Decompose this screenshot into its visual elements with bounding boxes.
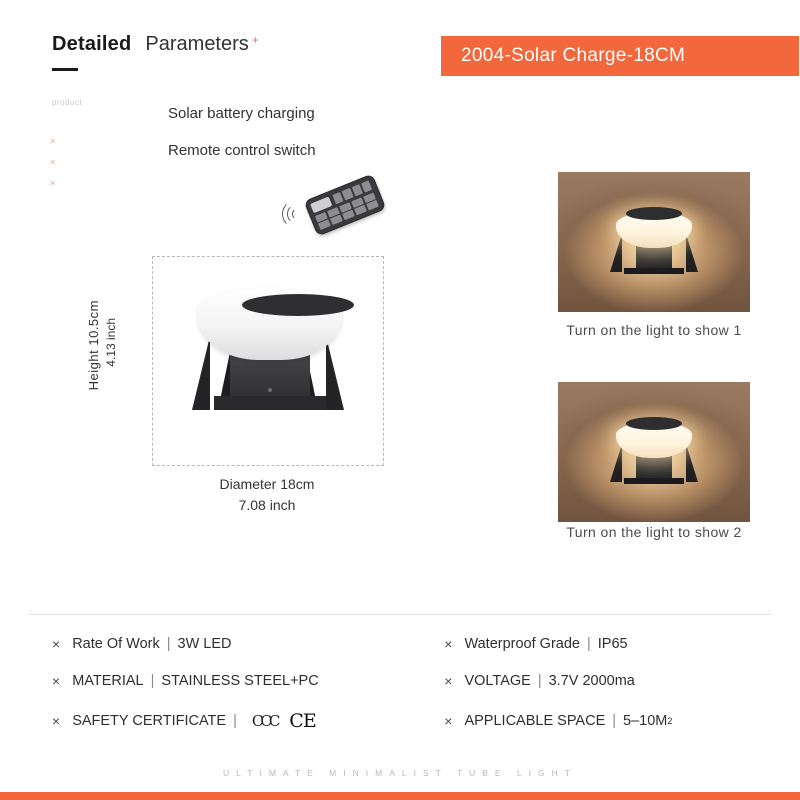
- spec-bullet-icon: ×: [52, 713, 61, 729]
- spec-separator: |: [612, 713, 617, 729]
- spec-voltage: [444, 673, 772, 689]
- page-title: [52, 33, 259, 56]
- spec-safety-certificate: [52, 710, 444, 732]
- photo-lamp-leg-left-2: [610, 444, 622, 482]
- decorative-x-mark-2: ×: [50, 157, 56, 167]
- decorative-x-mark-3: ×: [50, 178, 56, 188]
- spec-value-superscript: 2: [667, 716, 673, 726]
- photo-lamp-leg-left-1: [610, 234, 622, 272]
- spec-bullet-icon: ×: [52, 636, 61, 652]
- footer-accent-bar: [0, 792, 800, 800]
- spec-separator: |: [233, 713, 237, 729]
- spec-value: 3.7V 2000ma: [548, 673, 635, 689]
- product-photo-2: [558, 382, 750, 522]
- lamp-base: [214, 396, 326, 410]
- feature-text-2: Remote control switch: [168, 142, 316, 159]
- feature-text-1: Solar battery charging: [168, 105, 315, 122]
- spec-table: [52, 636, 772, 753]
- spec-value: STAINLESS STEEL+PC: [161, 673, 319, 689]
- spec-rate-of-work: [52, 636, 444, 652]
- spec-waterproof-grade: [444, 636, 772, 652]
- spec-row: [52, 636, 772, 652]
- spec-divider: [28, 614, 772, 615]
- spec-bullet-icon: ×: [444, 636, 453, 652]
- page-title-main: Detailed: [52, 33, 132, 56]
- lamp-product-illustration: [170, 278, 370, 440]
- page-title-sub: Parameters: [145, 33, 249, 56]
- spec-bullet-icon: ×: [444, 713, 453, 729]
- photo-lamp-leg-right-2: [686, 444, 698, 482]
- page-title-plus: +: [251, 33, 259, 47]
- dimension-height-inch-label: 4.13 inch: [104, 318, 118, 367]
- title-underline: [52, 68, 78, 71]
- spec-label: MATERIAL: [72, 673, 144, 689]
- product-tag: product: [52, 98, 83, 107]
- lamp-leg-outer-right: [326, 336, 344, 410]
- dimension-diameter-block: [152, 474, 382, 516]
- remote-body: [304, 174, 387, 237]
- spec-applicable-space: [444, 710, 772, 732]
- photo-lamp-panel-2: [626, 417, 682, 430]
- spec-row: [52, 673, 772, 689]
- spec-value: 5–10M: [623, 713, 668, 729]
- spec-label: VOLTAGE: [464, 673, 531, 689]
- product-photo-caption-1: Turn on the light to show 1: [566, 322, 742, 338]
- lamp-leg-outer-left: [192, 336, 210, 410]
- spec-material: [52, 673, 444, 689]
- dimension-diameter-inch-label: 7.08 inch: [238, 497, 296, 513]
- spec-label: APPLICABLE SPACE: [464, 713, 606, 729]
- spec-label: SAFETY CERTIFICATE: [72, 713, 227, 729]
- photo-lamp-base-2: [624, 478, 684, 484]
- decorative-x-mark-1: ×: [50, 136, 56, 146]
- remote-control-illustration: [286, 178, 396, 248]
- ce-certification-icon: CE: [289, 710, 316, 732]
- lamp-shade: [198, 288, 342, 360]
- model-banner-label: 2004-Solar Charge-18CM: [461, 45, 686, 66]
- spec-label: Waterproof Grade: [464, 636, 580, 652]
- lamp-solar-panel: [242, 294, 354, 316]
- spec-separator: |: [537, 673, 542, 689]
- lamp-power-dot: [268, 388, 272, 392]
- photo-lamp-1: [604, 204, 704, 284]
- dimension-diameter-label: Diameter 18cm: [219, 476, 315, 492]
- photo-lamp-base-1: [624, 268, 684, 274]
- spec-value: IP65: [597, 636, 628, 652]
- dimension-height-label: Height 10.5cm: [86, 300, 101, 391]
- product-photo-caption-2: Turn on the light to show 2: [566, 524, 742, 540]
- spec-row: [52, 710, 772, 732]
- spec-bullet-icon: ×: [444, 673, 453, 689]
- footer-tagline: ULTIMATE MINIMALIST TUBE LIGHT: [223, 768, 577, 778]
- spec-label: Rate Of Work: [72, 636, 160, 652]
- spec-separator: |: [150, 673, 155, 689]
- photo-lamp-leg-right-1: [686, 234, 698, 272]
- photo-lamp-2: [604, 414, 704, 494]
- model-banner: [441, 36, 799, 76]
- spec-separator: |: [586, 636, 591, 652]
- ccc-certification-icon: CCC: [251, 712, 278, 730]
- product-photo-1: [558, 172, 750, 312]
- photo-lamp-panel-1: [626, 207, 682, 220]
- spec-separator: |: [166, 636, 171, 652]
- spec-value: 3W LED: [177, 636, 232, 652]
- spec-bullet-icon: ×: [52, 673, 61, 689]
